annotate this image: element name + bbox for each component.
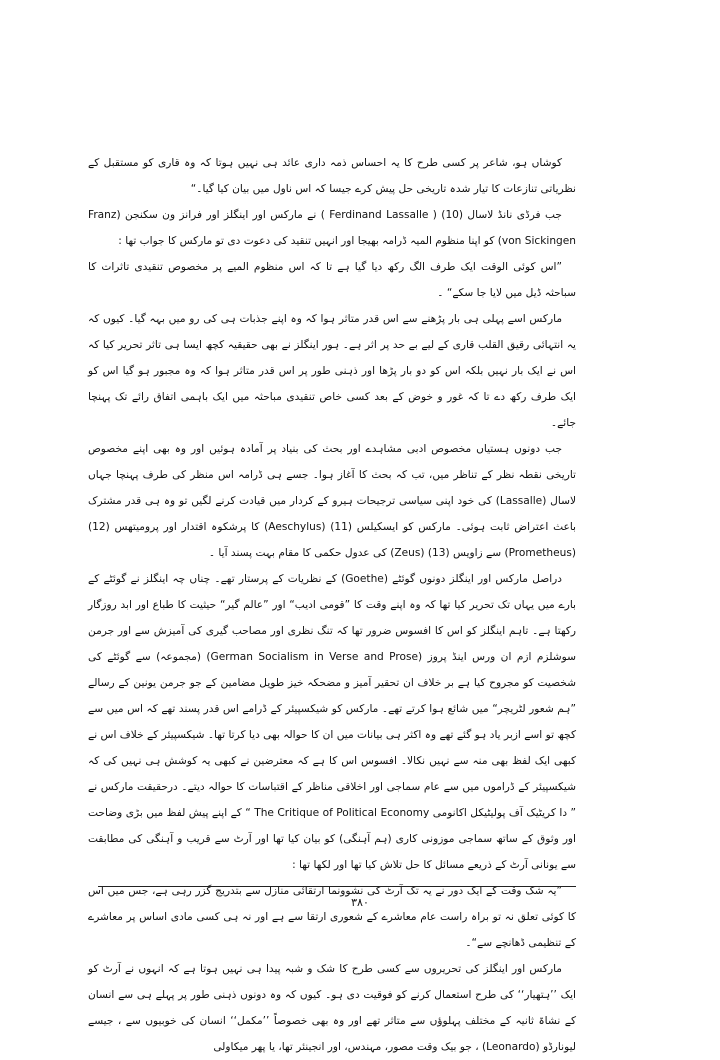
paragraph-3: مارکس اسے پہلی ہی بار پڑھنے سے اس قدر متاثر ہوا کہ وہ اپنے جذبات ہی کی رو میں بہہ گیا۔ کیوں کہ یہ انتہائی رقیق القلب قاری کے لیے بے حد پر اثر ہے۔ ہور اینگلز نے بھی حقیقیہ کچھ ایسا ہی تاثر تحریر کیا کہ اس نے ایک بار نہیں بلکہ اس کو دو بار پڑھا اور ذہنی طور پر اس قدر متاثر ہوا کہ وہ مجبور ہو گیا اس کو ایک طرف رکھ دے تا کہ غور و خوض کے بعد کسی خاص تنقیدی مباحثہ میں ایک باہمی اتفاق رائے تک پہنچا جائے۔ <box>88 313 576 429</box>
quote-1: ”اس کوئی الوقت ایک طرف الگ رکھ دیا گیا ہے تا کہ اس منظوم المیے پر مخصوص تنقیدی تاثرات کا سباحثہ ڈیل میں لایا جا سکے“ ۔ <box>88 261 576 299</box>
paragraph-2: جب فرڈی نانڈ لاسال (10) ( Ferdinand Lassalle ) نے مارکس اور اینگلز اور فرانز ون سکنجن (Franz von Sickingen) کو اپنا منظوم المیہ ڈرامہ بھیجا اور انہیں تنقید کی دعوت دی تو مارکس کا جواب تھا : <box>88 209 576 247</box>
footer-divider <box>98 886 576 887</box>
paragraph-5: دراصل مارکس اور اینگلز دونوں گوئٹے (Goethe) کے نظریات کے پرستار تھے۔ چناں چہ اینگلز نے گوئٹے کے بارے میں یہاں تک تحریر کیا تھا کہ وہ اپنے وقت کا ”قومی ادیب“ اور ”عالم گیر“ حیثیت کا طباع اور ابد روزگار رکھتا ہے۔ تاہم اینگلز کو اس کا افسوس ضرور تھا کہ تنگ نظری اور مصاحب گیری کی آمیزش سے اور جرمن سوشلزم ازم ان ورس اینڈ پروز (German Socialism in Verse and Prose) (مجموعہ) سے گوئٹے کی شخصیت کو مجروح کیا ہے بر خلاف ان تحقیر آمیز و مضحکہ خیز طویل مضامین کے جو جرمن یونین کے رسالے ”ہم شعور لٹریچر“ میں شائع ہوا کرتے تھے۔ مارکس کو شیکسپیئر کے ڈرامے اس قدر پسند تھے کہ اس میں سے کچھ تو اسے ازبر یاد ہو گئے تھے وہ اکثر ہی بیانات میں ان کا حوالہ بھی دیا کرتا تھا۔ شیکسپیئر کے خلاف اس نے کبھی ایک لفظ بھی منہ سے نہیں نکالا۔ افسوس اس کا ہے کہ معترضین نے کبھی یہ کوشش ہی نہیں کی کہ شیکسپیئر کے ڈراموں میں سے عام سماجی اور اخلاقی مناظر کے اقتباسات کا حوالہ دیتے۔ درحقیقت مارکس نے ” دا کریٹیک آف پولیٹیکل اکانومی The Critique of Political Economy “ کے اپنے پیش لفظ میں بڑی وضاحت اور وثوق کے ساتھ سماجی موزونی کاری (ہم آہنگی) کو بیان کیا تھا اور آرٹ سے قریب و آہنگی کی مطابقت سے یونانی آرٹ کے ذریعے مسائل کا حل تلاش کیا تھا اور لکھا تھا : <box>88 573 576 871</box>
page-number: ۳۸۰ <box>351 896 369 909</box>
paragraph-6: مارکس اور اینگلز کی تحریروں سے کسی طرح کا شک و شبہ پیدا ہی نہیں ہوتا ہے کہ انہوں نے آرٹ کو ایک ’’ہتھیار‘‘ کی طرح استعمال کرنے کو فوقیت دی ہو۔ کیوں کہ وہ دونوں ذہنی طور پر پہلے ہی سے انسان کے نشاۃ ثانیہ کے مختلف پہلوؤں سے متاثر تھے اور وہ بھی خصوصاً ’’مکمل‘‘ انسان کی خوبیوں سے ، جیسے لیونارڈو (Leonardo) ، جو بیک وقت مصور، مہندس، اور انجینئر تھا، یا پھر میکاولی <box>88 963 576 1053</box>
quote-2: ”یہ شک وقت کے ایک دور نے یہ تک آرٹ کی نشوونما ارتقائی منازل سے بتدریج گزر رہی ہے، جس میں اس کا کوئی تعلق نہ تو براہ راست عام معاشرے کے شعوری ارتقا سے ہے اور نہ ہی کسی مادی اساس پر معاشرے کے تنظیمی ڈھانچے سے“۔ <box>88 885 576 949</box>
paragraph-1: کوشاں ہو، شاعر پر کسی طرح کا یہ احساس ذمہ داری عائد ہی نہیں ہوتا کہ وہ قاری کو مستقبل کے نظریاتی تنازعات کا تیار شدہ تاریخی حل پیش کرے جیسا کہ اس ناول میں بیان کیا گیا۔“ <box>88 157 576 195</box>
page-body <box>88 150 576 1060</box>
paragraph-4: جب دونوں ہستیاں مخصوص ادبی مشاہدے اور بحث کی بنیاد پر آمادہ ہوئیں اور وہ بھی اپنے مخصوص تاریخی نقطہ نظر کے تناظر میں، تب کہ بحث کا آغاز ہوا۔ جسے ہی ڈرامہ اس منظر کی طرف پہنچا جہاں لاسال (Lassalle) کی خود اپنی سیاسی ترجیحات ہیرو کے کردار میں قیادت کرنے لگیں تو وہ ہی قدر مشترک باعث اعتراض ثابت ہوئی۔ مارکس کو ایسکیلس (11) (Aeschylus) کا پرشکوہ اقتدار اور پرومیتھس (12) (Prometheus) سے زاویس (13) (Zeus) کی عدول حکمی کا مقام بہت پسند آیا ۔ <box>88 443 576 559</box>
